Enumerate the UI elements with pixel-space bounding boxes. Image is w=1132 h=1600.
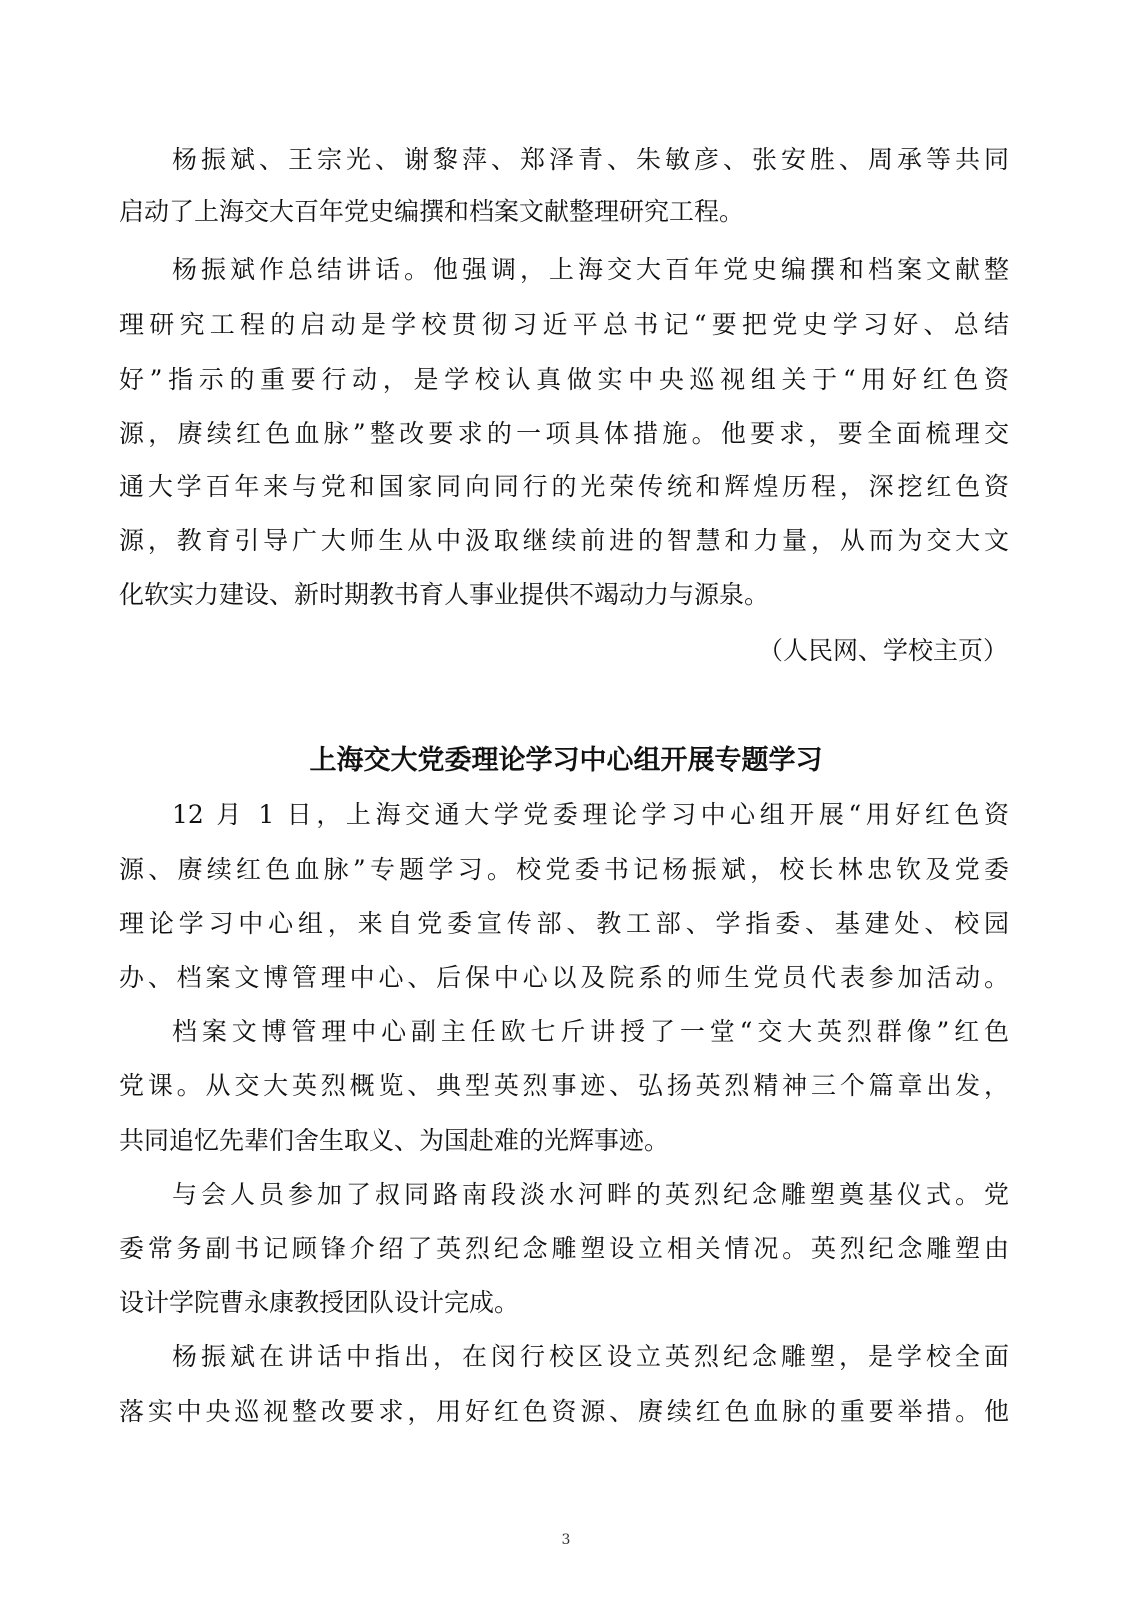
paragraph-line: 源，赓续红色血脉”整改要求的一项具体措施。他要求，要全面梳理交	[119, 419, 1009, 448]
paragraph-line: 化软实力建设、新时期教书育人事业提供不竭动力与源泉。	[119, 580, 770, 609]
page-number: 3	[561, 1532, 571, 1548]
paragraph-line: 杨振斌、王宗光、谢黎萍、郑泽青、朱敏彦、张安胜、周承等共同	[172, 145, 1009, 174]
paragraph-line: 好”指示的重要行动，是学校认真做实中央巡视组关于“用好红色资	[119, 365, 1009, 394]
paragraph-line: 杨振斌在讲话中指出，在闵行校区设立英烈纪念雕塑，是学校全面	[172, 1342, 1009, 1371]
paragraph-line: 12 月 1 日，上海交通大学党委理论学习中心组开展“用好红色资	[172, 800, 1009, 829]
paragraph-line: 理论学习中心组，来自党委宣传部、教工部、学指委、基建处、校园	[119, 909, 1009, 938]
paragraph-line: 委常务副书记顾锋介绍了英烈纪念雕塑设立相关情况。英烈纪念雕塑由	[119, 1234, 1009, 1263]
section-heading: 上海交大党委理论学习中心组开展专题学习	[309, 745, 823, 776]
paragraph-line: 落实中央巡视整改要求，用好红色资源、赓续红色血脉的重要举措。他	[119, 1397, 1009, 1426]
paragraph-line: 理研究工程的启动是学校贯彻习近平总书记“要把党史学习好、总结	[119, 310, 1009, 339]
source-attribution: （人民网、学校主页）	[757, 636, 1008, 665]
paragraph-line: 办、档案文博管理中心、后保中心以及院系的师生党员代表参加活动。	[119, 963, 1009, 992]
paragraph-line: 源，教育引导广大师生从中汲取继续前进的智慧和力量，从而为交大文	[119, 526, 1009, 555]
paragraph-line: 与会人员参加了叔同路南段淡水河畔的英烈纪念雕塑奠基仪式。党	[172, 1180, 1009, 1209]
paragraph-line: 党课。从交大英烈概览、典型英烈事迹、弘扬英烈精神三个篇章出发，	[119, 1071, 1009, 1100]
paragraph-line: 设计学院曹永康教授团队设计完成。	[119, 1288, 520, 1317]
paragraph-line: 启动了上海交大百年党史编撰和档案文献整理研究工程。	[119, 197, 745, 226]
paragraph-line: 通大学百年来与党和国家同向同行的光荣传统和辉煌历程，深挖红色资	[119, 472, 1009, 501]
paragraph-line: 杨振斌作总结讲话。他强调，上海交大百年党史编撰和档案文献整	[172, 255, 1009, 284]
paragraph-line: 共同追忆先辈们舍生取义、为国赴难的光辉事迹。	[119, 1126, 670, 1155]
paragraph-line: 档案文博管理中心副主任欧七斤讲授了一堂“交大英烈群像”红色	[172, 1017, 1009, 1046]
paragraph-line: 源、赓续红色血脉”专题学习。校党委书记杨振斌，校长林忠钦及党委	[119, 855, 1009, 884]
